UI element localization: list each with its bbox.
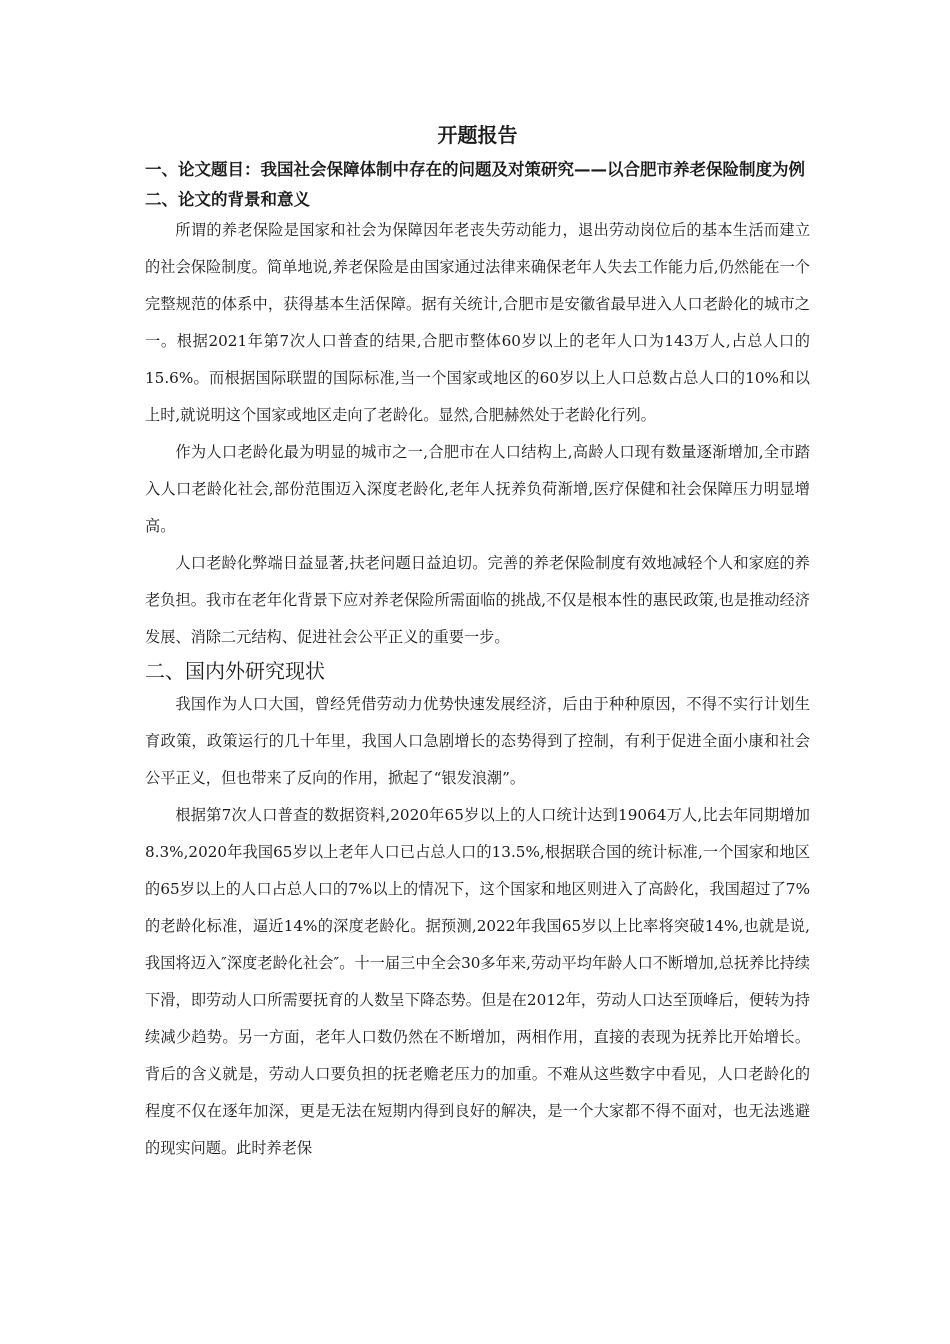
paragraph: 人口老龄化弊端日益显著,扶老问题日益迫切。完善的养老保险制度有效地减轻个人和家庭的养老负担。我市在老年化背景下应对养老保险所需面临的挑战,不仅是根本性的惠民政策,也是推动经济发展、消除二元结构、促进社会公平正义的重要一步。: [145, 554, 810, 646]
paragraph: 根据第7次人口普查的数据资料,2020年65岁以上的人口统计达到19064万人,比去年同期增加8.3%,2020年我国65岁以上老年人口已占总人口的13.5%,根据联合国的统计标准,一个国家和地区的65岁以上的人口占总人口的7%以上的情况下，这个国家和地区则进入了高龄化，我国超过了7%的老龄化标准，逼近14%的深度老龄化。据预测,2022年我国65岁以上比率将突破14%,也就是说,我国将迈入″深度老龄化社会″。十一届三中全会30多年来,劳动平均年龄人口不断增加,总抚养比持续下滑，即劳动人口所需要抚育的人数呈下降态势。但是在2012年，劳动人口达至顶峰后，便转为持续减少趋势。另一方面，老年人口数仍然在不断增加，两相作用，直接的表现为抚养比开始增长。背后的含义就是，劳动人口要负担的抚老赡老压力的加重。不难从这些数字中看见，人口老龄化的程度不仅在逐年加深，更是无法在短期内得到良好的解决，是一个大家都不得不面对，也无法逃避的现实问题。此时养老保: [145, 806, 810, 1157]
background-section: [145, 212, 810, 656]
research-status-heading: 二、国内外研究现状: [145, 659, 325, 683]
document-page: [145, 118, 810, 1167]
background-heading: 二、论文的背景和意义: [145, 190, 310, 209]
paragraph: 所谓的养老保险是国家和社会为保障因年老丧失劳动能力，退出劳动岗位后的基本生活而建立的社会保险制度。简单地说,养老保险是由国家通过法律来确保老年人失去工作能力后,仍然能在一个完整规范的体系中，获得基本生活保障。据有关统计,合肥市是安徽省最早进入人口老龄化的城市之一。根据2021年第7次人口普查的结果,合肥市整体60岁以上的老年人口为143万人,占总人口的15.6%。而根据国际联盟的国际标准,当一个国家或地区的60岁以上人口总数占总人口的10%和以上时,就说明这个国家或地区走向了老龄化。显然,合肥赫然处于老龄化行列。: [145, 221, 810, 424]
document-title: 开题报告: [437, 123, 518, 147]
thesis-topic-heading: 一、论文题目：我国社会保障体制中存在的问题及对策研究——以合肥市养老保险制度为例: [145, 160, 805, 179]
research-section: [145, 686, 810, 1167]
paragraph: 我国作为人口大国，曾经凭借劳动力优势快速发展经济，后由于种种原因，不得不实行计划生育政策，政策运行的几十年里，我国人口急剧增长的态势得到了控制，有利于促进全面小康和社会公平正义，但也带来了反向的作用，掀起了“银发浪潮”。: [145, 695, 810, 787]
paragraph: 作为人口老龄化最为明显的城市之一,合肥市在人口结构上,高龄人口现有数量逐渐增加,全市踏入人口老龄化社会,部份范围迈入深度老龄化,老年人抚养负荷渐增,医疗保健和社会保障压力明显增高。: [145, 443, 810, 535]
